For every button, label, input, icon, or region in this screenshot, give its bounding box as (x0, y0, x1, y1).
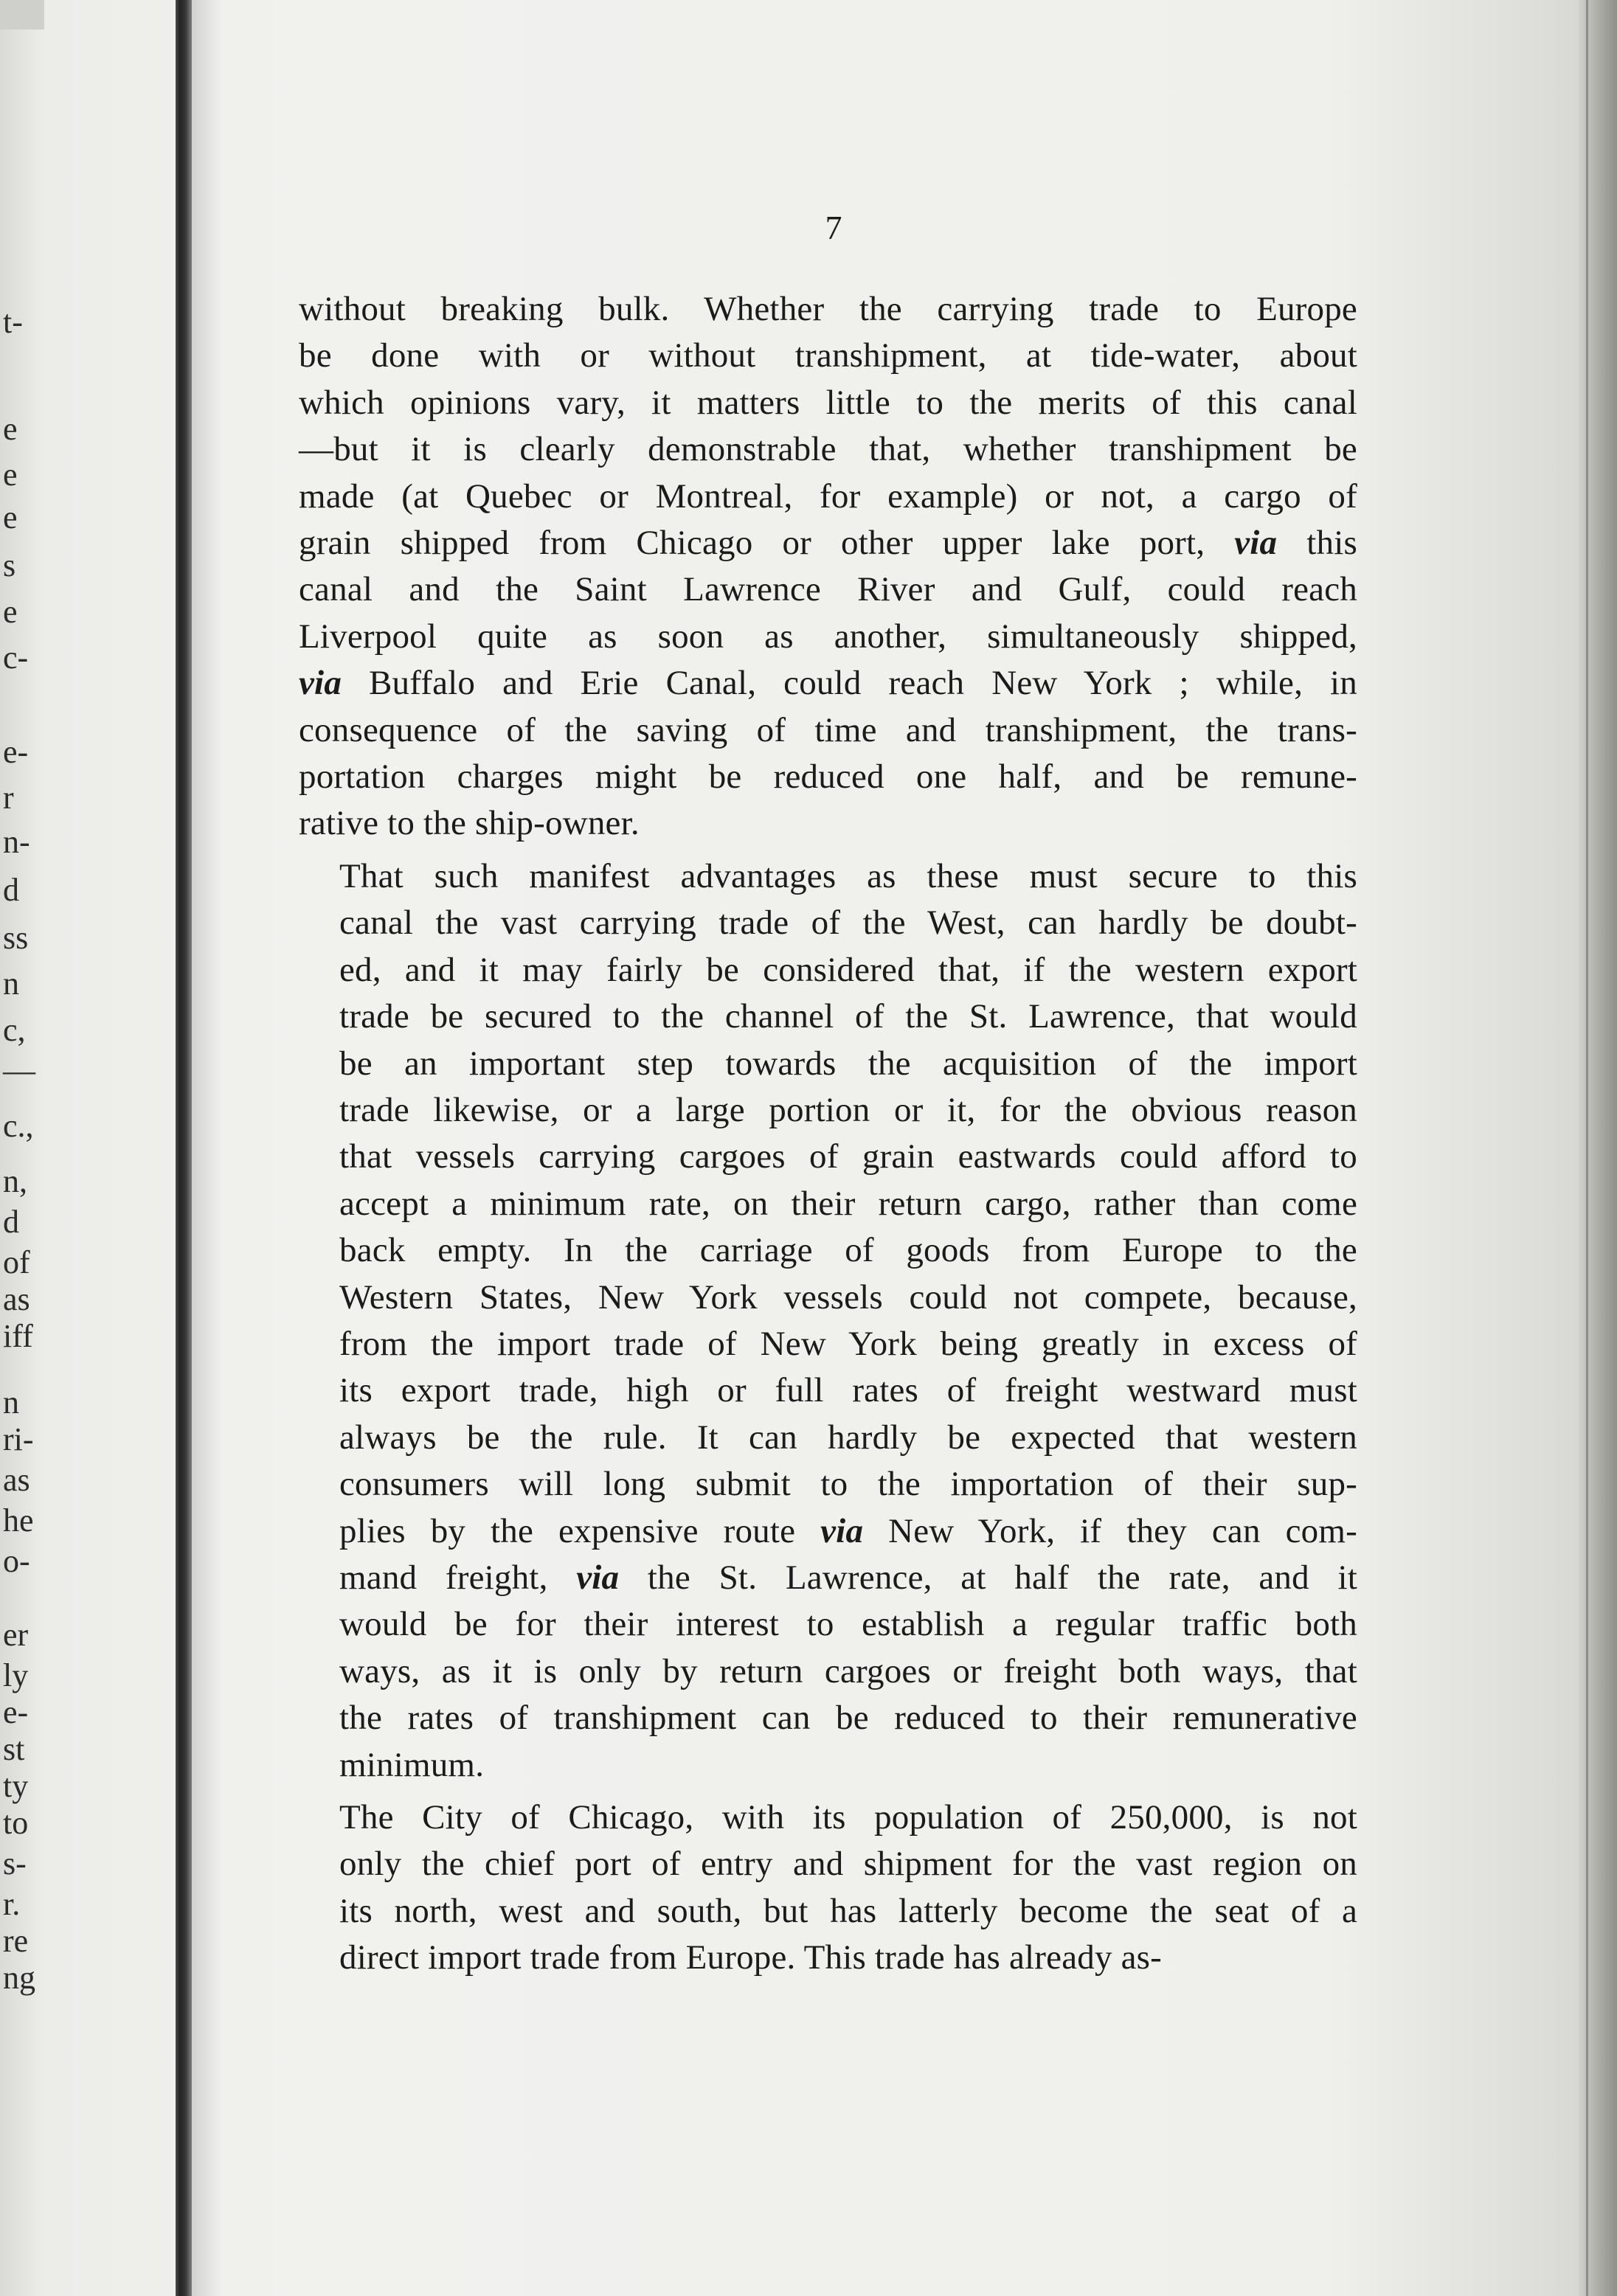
text-line: trade likewise, or a large portion or it, for the obvious reason (339, 1090, 1357, 1129)
margin-fragment: e (3, 411, 18, 447)
text-line: which opinions vary, it matters little to the merits of this canal (299, 383, 1357, 422)
margin-fragment: — (3, 1052, 35, 1089)
text-line: be done with or without transhipment, at tide-water, about (299, 336, 1357, 375)
margin-fragment: c- (3, 639, 29, 676)
text-line: Liverpool quite as soon as another, simultaneously shipped, (299, 617, 1357, 656)
body-text (299, 286, 1357, 1988)
margin-fragment: ss (3, 920, 29, 956)
margin-fragment: to (3, 1805, 29, 1841)
facing-page-margin-fragments (0, 0, 35, 2296)
text-line: ed, and it may fairly be considered that, if the western export (339, 950, 1357, 989)
text-line: its north, west and south, but has latterly become the seat of a (339, 1891, 1357, 1930)
margin-fragment: ng (3, 1960, 35, 1996)
margin-fragment: s- (3, 1845, 27, 1881)
margin-fragment: e- (3, 734, 29, 770)
text-line: canal and the Saint Lawrence River and Gulf, could reach (299, 570, 1357, 609)
paragraph (299, 853, 1357, 1789)
text-line: trade be secured to the channel of the St. Lawrence, that would (339, 997, 1357, 1036)
text-line: consequence of the saving of time and transhipment, the trans- (299, 710, 1357, 749)
margin-fragment: e- (3, 1694, 29, 1730)
text-line: ways, as it is only by return cargoes or freight both ways, that (339, 1651, 1357, 1690)
text-line: without breaking bulk. Whether the carrying trade to Europe (299, 290, 1357, 328)
margin-fragment: as (3, 1462, 30, 1498)
text-line: That such manifest advantages as these must secure to this (339, 856, 1357, 895)
text-line: The City of Chicago, with its population of 250,000, is not (339, 1798, 1357, 1837)
margin-fragment: re (3, 1923, 29, 1959)
margin-fragment: t- (3, 304, 23, 340)
margin-fragment: e (3, 499, 18, 535)
text-line: grain shipped from Chicago or other upper lake port, via this (299, 524, 1357, 563)
paragraph (299, 1794, 1357, 1982)
text-line: that vessels carrying cargoes of grain eastwards could afford to (339, 1137, 1357, 1176)
margin-fragment: r (3, 780, 14, 816)
text-line: the rates of transhipment can be reduced to their remunerative (339, 1699, 1357, 1738)
margin-fragment: o- (3, 1543, 30, 1579)
text-line: minimum. (339, 1745, 485, 1784)
text-line: from the import trade of New York being greatly in excess of (339, 1324, 1357, 1363)
text-line: canal the vast carrying trade of the West, can hardly be doubt- (339, 904, 1357, 943)
margin-fragment: he (3, 1502, 34, 1539)
text-line: direct import trade from Europe. This trade has already as- (339, 1938, 1163, 1977)
margin-fragment: d (3, 872, 19, 908)
margin-fragment: ri- (3, 1421, 34, 1457)
text-line: would be for their interest to establish a regular traffic both (339, 1605, 1357, 1644)
margin-fragment: r. (3, 1886, 21, 1922)
margin-fragment: e (3, 457, 18, 493)
text-line: portation charges might be reduced one half, and be remune- (299, 757, 1357, 797)
paragraph (299, 286, 1357, 847)
margin-fragment: st (3, 1731, 25, 1767)
margin-fragment: n, (3, 1163, 27, 1199)
margin-fragment: n (3, 965, 19, 1002)
margin-fragment: c., (3, 1108, 34, 1144)
text-line: be an important step towards the acquisition of the import (339, 1044, 1357, 1083)
margin-fragment: ty (3, 1768, 29, 1804)
margin-fragment: n- (3, 824, 30, 860)
margin-fragment: as (3, 1281, 30, 1317)
text-line: accept a minimum rate, on their return cargo, rather than come (339, 1184, 1357, 1223)
page-number: 7 (825, 209, 842, 246)
text-line: via Buffalo and Erie Canal, could reach New York ; while, in (299, 664, 1357, 703)
text-line: —but it is clearly demonstrable that, whether transhipment be (299, 430, 1357, 469)
margin-fragment: er (3, 1617, 29, 1653)
text-line: only the chief port of entry and shipment for the vast region on (339, 1845, 1357, 1884)
text-line: mand freight, via the St. Lawrence, at half the rate, and it (339, 1558, 1358, 1597)
margin-fragment: of (3, 1244, 30, 1280)
page-right-edge (1579, 0, 1617, 2296)
text-line: back empty. In the carriage of goods from Europe to the (339, 1231, 1357, 1270)
binding-gutter (176, 0, 192, 2296)
text-line: consumers will long submit to the importation of their sup- (339, 1465, 1357, 1504)
text-line: plies by the expensive route via New York, if they can com- (339, 1511, 1357, 1550)
text-line: made (at Quebec or Montreal, for example) or not, a cargo of (299, 476, 1357, 516)
margin-fragment: n (3, 1384, 19, 1421)
gutter-shadow (192, 0, 221, 2296)
margin-fragment: c, (3, 1012, 26, 1048)
margin-fragment: e (3, 594, 18, 630)
page-right-edge-line (1586, 0, 1588, 2296)
text-line: its export trade, high or full rates of freight westward must (339, 1371, 1357, 1410)
text-line: rative to the ship-owner. (299, 804, 640, 843)
margin-fragment: iff (3, 1318, 33, 1354)
text-line: Western States, New York vessels could not compete, because, (339, 1277, 1357, 1317)
margin-fragment: s (3, 547, 16, 583)
margin-fragment: ly (3, 1657, 29, 1693)
margin-fragment: d (3, 1204, 19, 1240)
text-line: always be the rule. It can hardly be expected that western (339, 1418, 1357, 1457)
